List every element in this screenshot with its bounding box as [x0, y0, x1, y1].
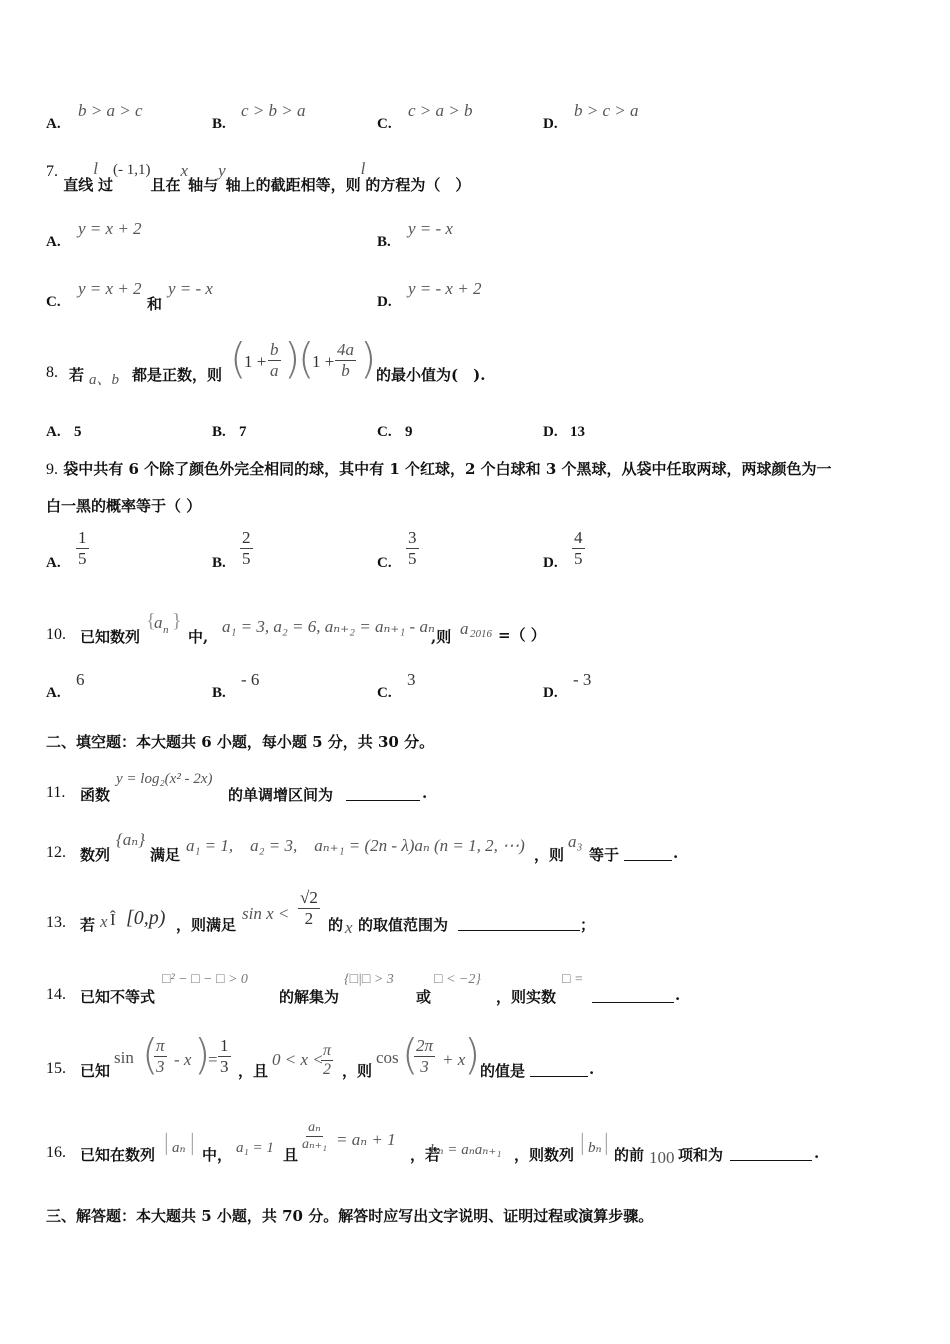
- q15-three-3: 3: [420, 1056, 429, 1076]
- q10-number: 10.: [46, 626, 66, 643]
- question-7: [46, 160, 470, 200]
- q8-option-a-val: 5: [74, 424, 82, 440]
- q16-frac-num: aₙ: [306, 1120, 323, 1137]
- q7-x: x: [180, 161, 189, 180]
- q8-frac1-den: a: [270, 360, 279, 380]
- q11-end: .: [422, 784, 428, 802]
- q14-or: 或: [416, 988, 432, 1006]
- q8-option-c-val: 9: [405, 424, 413, 440]
- q7-option-d-expr: y = - x + 2: [408, 279, 482, 298]
- q15-paren-close-2: ): [464, 1030, 481, 1079]
- q14-answer-blank[interactable]: [592, 988, 674, 1003]
- q13-text-4: 的取值范围为: [358, 916, 449, 934]
- q15-condition: 0 < x <: [272, 1050, 324, 1069]
- q15-frac-2pi-over-3: [414, 1036, 435, 1076]
- q9-option-b-frac: [240, 528, 253, 568]
- q15-sin: sin: [114, 1048, 134, 1067]
- q7-option-a-expr: y = x + 2: [78, 219, 142, 238]
- q15-three: 3: [156, 1056, 165, 1076]
- q8-frac2-den: b: [341, 360, 350, 380]
- q14-number: 14.: [46, 986, 66, 1003]
- q8-text-1: 若: [69, 366, 85, 384]
- q8-frac-4a-over-b: [335, 340, 356, 380]
- q7-option-c-expr: y = x + 2: [78, 279, 142, 298]
- q9-option-c-label: C.: [377, 555, 392, 571]
- q10-option-a-val: 6: [76, 670, 85, 689]
- q12-condition: a₁ = 1, a₂ = 3, aₙ₊₁ = (2n - λ)aₙ (n = 1, 2, ⋯): [186, 836, 525, 855]
- q15-text-2: ，且: [238, 1062, 269, 1080]
- q12-text-2: 满足: [150, 846, 181, 864]
- q15-pi-2: π: [321, 1042, 333, 1061]
- q8-one-plus-2: 1 +: [312, 352, 335, 371]
- q15-paren-open-2: (: [402, 1030, 419, 1079]
- q15-frac-1-over-3: [218, 1036, 231, 1076]
- q10-text-4: =（ ）: [498, 626, 546, 644]
- q16-rhs: = aₙ + 1: [336, 1130, 396, 1149]
- q8-text-3: 的最小值为( ).: [376, 366, 486, 384]
- q9-text-line-2: 白一黑的概率等于（ ）: [46, 497, 202, 515]
- q15-minus-x: - x: [174, 1050, 192, 1069]
- q13-number: 13.: [46, 914, 66, 931]
- q9-d-den: 5: [574, 548, 583, 568]
- q8-paren-open-2: (: [298, 334, 315, 383]
- q16-frac-den: aₙ₊₁: [302, 1137, 327, 1153]
- q15-text-4: 的值是: [480, 1062, 526, 1080]
- q16-bracket-close: |: [190, 1130, 195, 1156]
- q9-option-d-frac: [572, 528, 585, 568]
- q13-x2: x: [345, 918, 353, 937]
- q11-text-2: 的单调增区间为: [228, 786, 334, 804]
- q13-sqrt2: √2: [300, 888, 318, 907]
- q8-paren-open-1: (: [230, 334, 247, 383]
- q6-option-d-label: D.: [543, 116, 558, 132]
- q13-x: x: [100, 912, 108, 931]
- q14-text-3: ，则实数: [496, 988, 557, 1006]
- q8-frac2-num: 4a: [337, 340, 354, 359]
- q9-a-num: 1: [78, 528, 87, 547]
- q13-two: 2: [304, 908, 314, 928]
- q10-n-sub: n: [163, 624, 169, 636]
- q12-end: .: [673, 844, 679, 862]
- q8-frac-b-over-a: [268, 340, 281, 380]
- q14-variable: □ =: [562, 972, 584, 987]
- q16-end: .: [814, 1144, 820, 1162]
- q13-text-3: 的: [328, 916, 344, 934]
- q9-text-line-1: 袋中共有 6 个除了颜色外完全相同的球，其中有 1 个红球，2 个白球和 3 个黑球，从袋中任取两球，两球颜色为一: [63, 460, 832, 478]
- q8-option-b-val: 7: [239, 424, 247, 440]
- q7-y: y: [218, 161, 226, 180]
- q16-bracket-open: |: [164, 1130, 169, 1156]
- q16-hundred: 100: [649, 1148, 675, 1167]
- q14-set-part-1: {□|□ > 3: [344, 972, 394, 987]
- q14-set-part-2: □ < −2}: [434, 972, 481, 987]
- q9-a-den: 5: [78, 548, 87, 568]
- q15-two: 2: [323, 1061, 331, 1079]
- q13-frac-sqrt2-over-2: [298, 888, 320, 928]
- q8-option-d-val: 13: [570, 424, 585, 440]
- q11-expr: y = log₂(x² - 2x): [116, 771, 213, 787]
- q13-interval: [0,p): [126, 907, 166, 929]
- q8-text-2: 都是正数，则: [132, 366, 223, 384]
- q15-text-1: 已知: [80, 1062, 111, 1080]
- q13-end: ；: [580, 916, 596, 934]
- q6-option-a-expr: b > a > c: [78, 101, 143, 120]
- q7-option-b-label: B.: [377, 234, 391, 250]
- q15-plus-x: + x: [442, 1050, 466, 1069]
- q6-option-c-expr: c > a > b: [408, 101, 473, 120]
- q16-text-1: 已知在数列: [80, 1146, 156, 1164]
- q16-a1: a₁ = 1: [236, 1140, 274, 1156]
- q13-text-1: 若: [80, 916, 96, 934]
- section-2-heading: 二、填空题：本大题共 6 小题，每小题 5 分，共 30 分。: [46, 733, 435, 751]
- q12-text-3: ，则: [534, 846, 565, 864]
- q6-option-d-expr: b > c > a: [574, 101, 639, 120]
- q16-text-6: 的前: [614, 1146, 645, 1164]
- q12-text-1: 数列: [80, 846, 111, 864]
- q12-seq: {aₙ}: [116, 830, 145, 849]
- q10-text-2: 中,: [188, 628, 209, 646]
- q16-bn-def: bₙ = aₙaₙ₊₁: [430, 1142, 502, 1158]
- q10-text-3: ,则: [431, 628, 452, 646]
- q11-answer-blank[interactable]: [346, 786, 420, 801]
- q12-text-4: 等于: [589, 846, 620, 864]
- q15-one: 1: [220, 1036, 229, 1055]
- q9-option-a-label: A.: [46, 555, 61, 571]
- q8-option-a-label: A.: [46, 424, 61, 440]
- q13-answer-blank[interactable]: [458, 916, 580, 931]
- q16-b-bracket-close: |: [604, 1130, 609, 1156]
- q7-option-a-label: A.: [46, 234, 61, 250]
- q15-text-3: ，则: [342, 1062, 373, 1080]
- q9-option-c-frac: [406, 528, 419, 568]
- q10-sub-2016: 2016: [470, 628, 492, 640]
- q16-number: 16.: [46, 1144, 66, 1161]
- q6-option-a-label: A.: [46, 116, 61, 132]
- q8-one-plus-1: 1 +: [244, 352, 267, 371]
- q16-frac: [300, 1120, 329, 1153]
- question-9-line-1: [46, 458, 832, 479]
- q10-option-b-label: B.: [212, 685, 226, 701]
- q10-a2016: a: [460, 619, 469, 638]
- q7-text-1: 直线: [63, 176, 94, 194]
- q10-option-c-label: C.: [377, 685, 392, 701]
- q15-number: 15.: [46, 1060, 66, 1077]
- q7-option-d-label: D.: [377, 294, 392, 310]
- q10-option-b-val: - 6: [241, 670, 260, 689]
- q15-three-2: 3: [220, 1056, 229, 1076]
- q8-number: 8.: [46, 364, 58, 381]
- q10-option-d-label: D.: [543, 685, 558, 701]
- q14-inequality: □² − □ − □ > 0: [162, 972, 248, 987]
- q7-text-3: 且在: [150, 176, 181, 194]
- q10-brace-open: {: [146, 610, 156, 632]
- q7-option-c-label: C.: [46, 294, 61, 310]
- q8-option-b-label: B.: [212, 424, 226, 440]
- q8-option-c-label: C.: [377, 424, 392, 440]
- q8-paren-close-1: ): [284, 334, 301, 383]
- q15-frac-pi-over-2: [321, 1042, 333, 1080]
- q16-text-4: ，若: [410, 1146, 441, 1164]
- q11-number: 11.: [46, 784, 66, 801]
- q7-option-c-expr2: y = - x: [168, 279, 213, 298]
- q9-b-den: 5: [242, 548, 251, 568]
- q10-condition: a₁ = 3, a₂ = 6, aₙ₊₂ = aₙ₊₁ - aₙ: [222, 617, 435, 636]
- q15-equals: =: [208, 1050, 218, 1069]
- q15-paren-open-1: (: [142, 1030, 159, 1079]
- q16-text-3: 且: [283, 1146, 299, 1164]
- q10-option-d-val: - 3: [573, 670, 592, 689]
- q16-bseq: bₙ: [588, 1140, 602, 1156]
- q13-in-symbol: Î: [110, 910, 116, 929]
- q15-pi: π: [156, 1036, 165, 1055]
- q12-answer-blank[interactable]: [624, 846, 672, 861]
- q10-brace-close: }: [172, 610, 182, 632]
- q16-b-bracket-open: |: [580, 1130, 585, 1156]
- q9-option-b-label: B.: [212, 555, 226, 571]
- q14-text-1: 已知不等式: [80, 988, 156, 1006]
- q7-text-5: 轴上的截距相等，则: [225, 176, 361, 194]
- q9-c-den: 5: [408, 548, 417, 568]
- q12-number: 12.: [46, 844, 66, 861]
- q10-option-c-val: 3: [407, 670, 416, 689]
- q16-an: aₙ: [172, 1140, 186, 1156]
- q6-option-b-label: B.: [212, 116, 226, 132]
- q15-cos: cos: [376, 1048, 399, 1067]
- q10-text-1: 已知数列: [80, 628, 141, 646]
- q14-end: .: [675, 986, 681, 1004]
- q7-l-2: l: [360, 159, 366, 178]
- q7-text-2: 过: [97, 176, 113, 194]
- q8-paren-close-2: ): [360, 334, 377, 383]
- q6-option-c-label: C.: [377, 116, 392, 132]
- q11-text-1: 函数: [80, 786, 111, 804]
- q8-ab: a、b: [89, 372, 120, 388]
- q7-text-6: 的方程为（ ）: [365, 176, 471, 194]
- q13-text-2: ，则满足: [176, 916, 237, 934]
- q6-option-b-expr: c > b > a: [241, 101, 306, 120]
- q7-option-b-expr: y = - x: [408, 219, 453, 238]
- q9-c-num: 3: [408, 528, 417, 547]
- q7-point: (- 1,1): [113, 162, 151, 178]
- q9-d-num: 4: [574, 528, 583, 547]
- q7-l: l: [93, 159, 98, 178]
- q16-text-5: ，则数列: [514, 1146, 575, 1164]
- q15-frac-pi-over-3: [154, 1036, 167, 1076]
- q15-2pi: 2π: [416, 1036, 434, 1055]
- q10-option-a-label: A.: [46, 685, 61, 701]
- q9-number: 9.: [46, 461, 58, 478]
- q13-sin: sin x <: [242, 904, 290, 923]
- q16-answer-blank[interactable]: [730, 1146, 812, 1161]
- q16-text-7: 项和为: [678, 1146, 724, 1164]
- section-3-heading: 三、解答题：本大题共 5 小题，共 70 分。解答时应写出文字说明、证明过程或演算步骤。: [46, 1207, 654, 1225]
- q15-answer-blank[interactable]: [530, 1062, 588, 1077]
- q8-option-d-label: D.: [543, 424, 558, 440]
- q15-end: .: [589, 1060, 595, 1078]
- q15-paren-close-1: ): [194, 1030, 211, 1079]
- q9-b-num: 2: [242, 528, 251, 547]
- q12-a3: a₃: [568, 832, 583, 851]
- q16-text-2: 中，: [202, 1146, 233, 1164]
- q7-option-c-and: 和: [147, 295, 163, 313]
- q7-text-4: 轴与: [188, 176, 219, 194]
- q9-option-a-frac: [76, 528, 89, 568]
- q9-option-d-label: D.: [543, 555, 558, 571]
- q10-a: a: [154, 613, 163, 632]
- q8-frac1-num: b: [270, 340, 279, 359]
- q14-text-2: 的解集为: [279, 988, 340, 1006]
- q7-number: 7.: [46, 163, 58, 180]
